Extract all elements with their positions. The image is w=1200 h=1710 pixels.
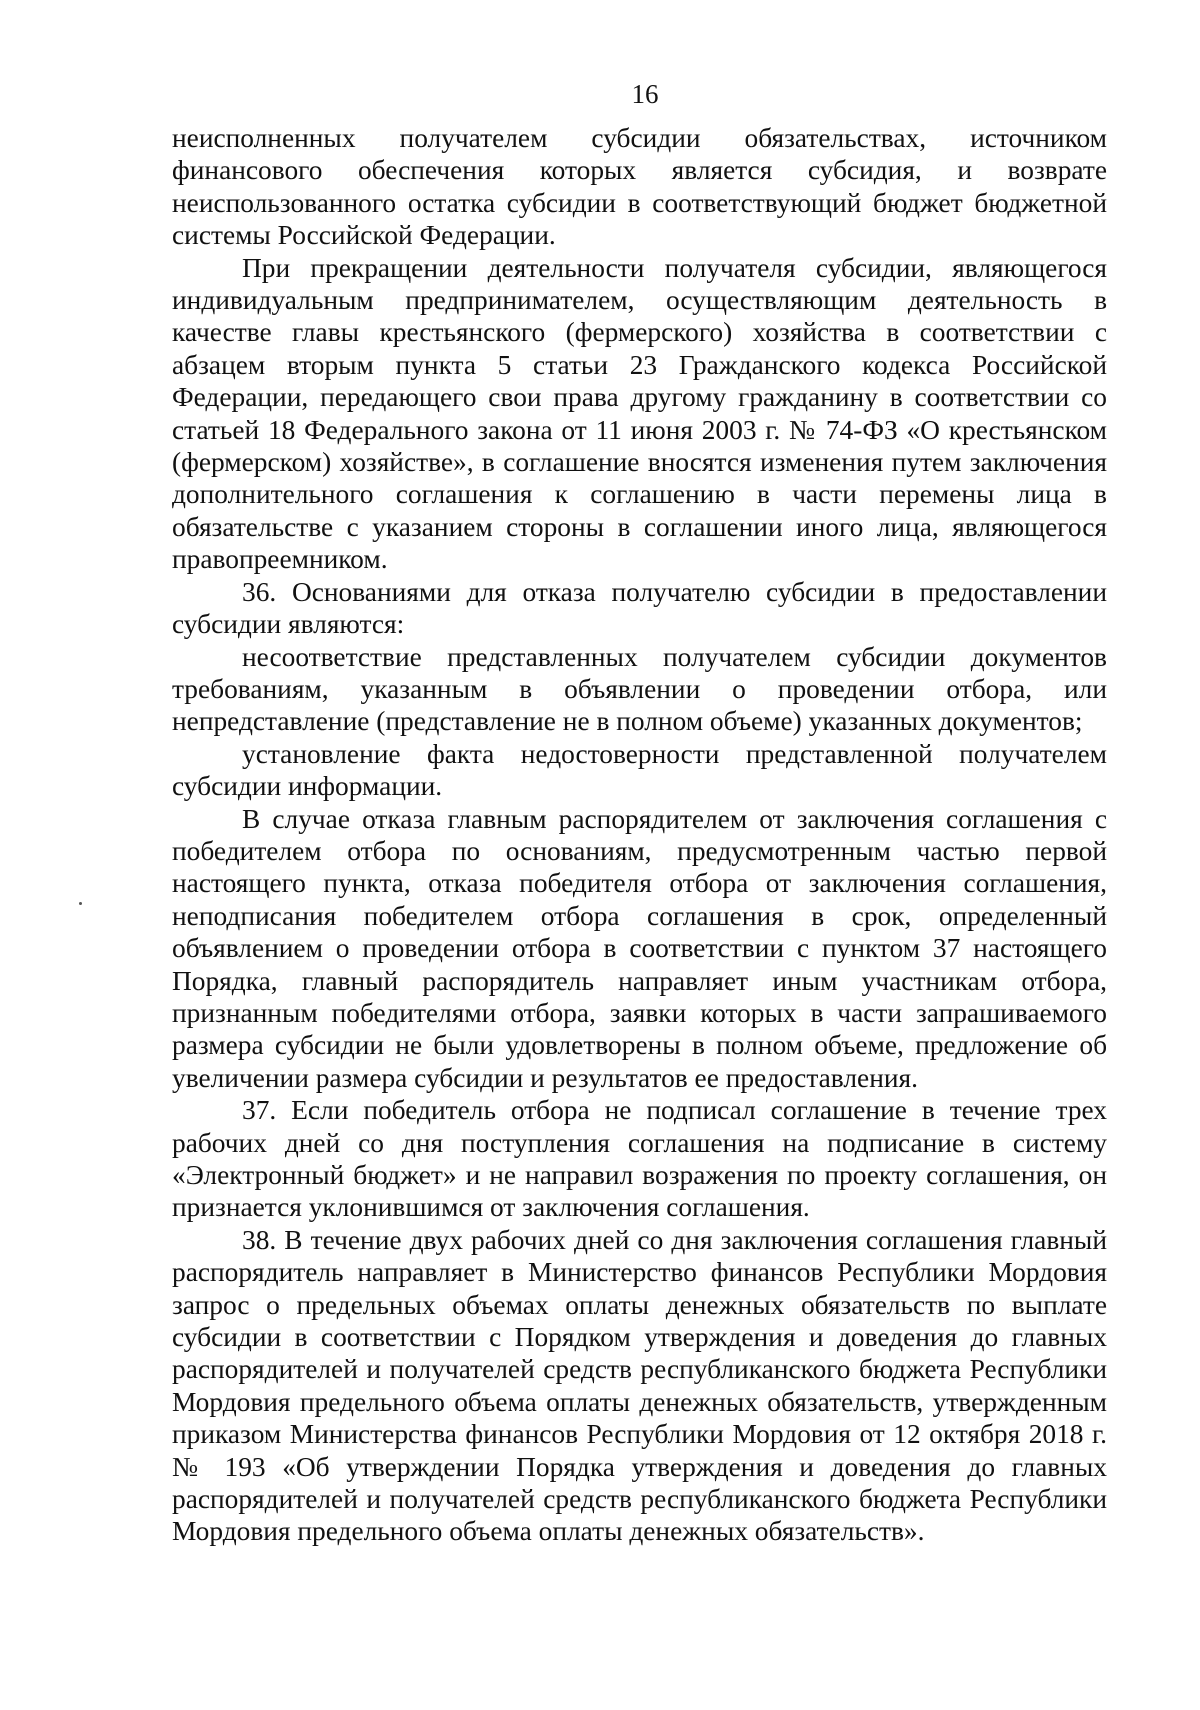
paragraph-refusal-of-agreement: В случае отказа главным распорядителем от заключения соглашения с победителем отбора по основаниям, предусмотренным частью первой настоящего пункта, отказа победителя отбора от заключения соглашения, неподписания победителем отбора соглашения в срок, определенный объявлением о проведении отбора в соответствии с пунктом 37 настоящего Порядка, главный распорядитель направляет иным участникам отбора, признанным победителями отбора, заявки которых в части запрашиваемого размера субсидии не были удовлетворены в полном объеме, предложение об увеличении размера субсидии и результатов ее предоставления. (172, 803, 1107, 1093)
paragraph-refusal-ground-2: установление факта недостоверности представленной получателем субсидии информации. (172, 738, 1107, 802)
scan-artifact-dot (79, 902, 82, 905)
document-body (172, 122, 1107, 1548)
page-number: 16 (631, 79, 659, 109)
paragraph-item-37: 37. Если победитель отбора не подписал соглашение в течение трех рабочих дней со дня поступления соглашения на подписание в систему «Электронный бюджет» и не направил возражения по проекту соглашения, он признается уклонившимся от заключения соглашения. (172, 1095, 1107, 1223)
paragraph-continuation: неисполненных получателем субсидии обязательствах, источником финансового обеспечения которых является субсидия, и возврате неиспользованного остатка субсидии в соответствующий бюджет бюджетной системы Российской Федерации. (172, 123, 1107, 251)
paragraph-termination-of-activity: При прекращении деятельности получателя субсидии, являющегося индивидуальным предпринимателем, осуществляющим деятельность в качестве главы крестьянского (фермерского) хозяйства в соответствии с абзацем вторым пункта 5 статьи 23 Гражданского кодекса Российской Федерации, передающего свои права другому гражданину в соответствии со статьей 18 Федерального закона от 11 июня 2003 г. № 74-ФЗ «О крестьянском (фермерском) хозяйстве», в соглашение вносятся изменения путем заключения дополнительного соглашения к соглашению в части перемены лица в обязательстве с указанием стороны в соглашении иного лица, являющегося правопреемником. (172, 252, 1107, 575)
paragraph-item-38: 38. В течение двух рабочих дней со дня заключения соглашения главный распорядитель направляет в Министерство финансов Республики Мордовия запрос о предельных объемах оплаты денежных обязательств по выплате субсидии в соответствии с Порядком утверждения и доведения до главных распорядителей и получателей средств республиканского бюджета Республики Мордовия предельного объема оплаты денежных обязательств, утвержденным приказом Министерства финансов Республики Мордовия от 12 октября 2018 г. № 193 «Об утверждении Порядка утверждения и доведения до главных распорядителей и получателей средств республиканского бюджета Республики Мордовия предельного объема оплаты денежных обязательств». (172, 1224, 1107, 1547)
paragraph-refusal-ground-1: несоответствие представленных получателем субсидии документов требованиям, указанным в объявлении о проведении отбора, или непредставление (представление не в полном объеме) указанных документов; (172, 641, 1107, 737)
paragraph-item-36: 36. Основаниями для отказа получателю субсидии в предоставлении субсидии являются: (172, 576, 1107, 640)
